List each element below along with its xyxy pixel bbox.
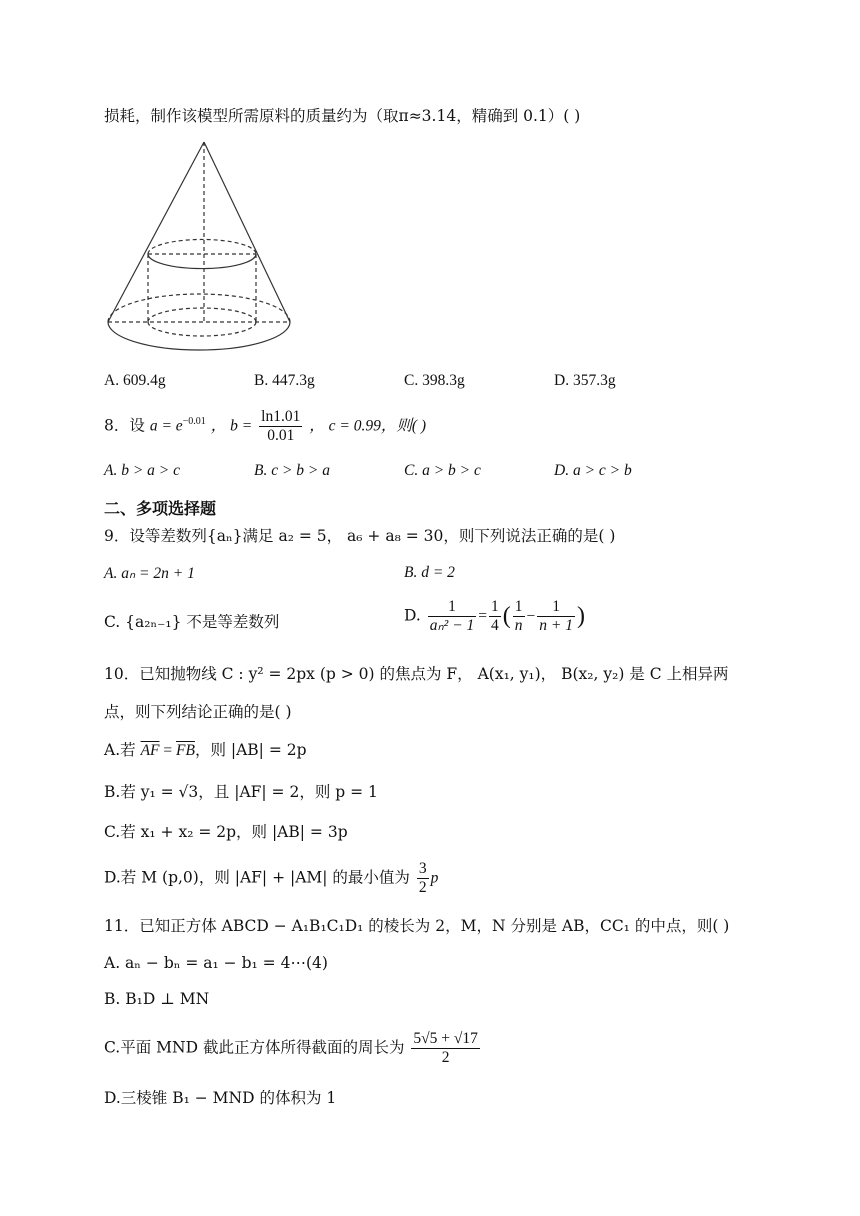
q11-c-fraction [411,1030,480,1067]
q10-a-pre: A.若 [104,741,141,759]
q10-stem-line-1: 10．已知抛物线 C : y² = 2px (p > 0) 的焦点为 F， A(x₁, y₁)， B(x₂, y₂) 是 C 上相异两 [104,665,729,683]
q8-option-d: D. a > c > b [554,462,632,479]
section-heading: 二、多项选择题 [104,499,217,518]
q8-stem-pre: 设 [129,416,145,435]
q9-option-d: D. $\frac{1}{\text{aₙ² − 1}}$ = $\frac{1}{4}$ ( $\frac{1}{n}$ − $\frac{1}{n + 1}$ ) [404,598,586,634]
q8-option-b: B. c > b > a [254,462,331,479]
q10-a-vector-af: $\overline{AF}$ [140,742,160,759]
q8-b-pre: ， b = [210,417,253,435]
q10-option-d [104,860,438,897]
q9-d-quarter [489,598,501,635]
q11-option-d: D.三棱锥 B₁ − MND 的体积为 1 [104,1089,337,1107]
q9-d-inner-1-num: 1 [514,598,523,615]
q10-d-pre: D.若 M (p,0)，则 |AF| + |AM| 的最小值为 [104,868,410,887]
q10-d-num: 3 [418,860,427,877]
q9-option-c: C. {a₂ₙ₋₁} 不是等差数列 [104,613,280,631]
q9-d-equals: = [478,607,488,625]
q8-a-exponent: −0.01 [182,416,206,428]
q9-d-quarter-num: 1 [491,598,499,615]
q7-option-b: B. 447.3g [254,372,315,389]
q8-stem [104,408,426,445]
q10-d-den: 2 [418,878,427,896]
cone-cylinder-figure [100,136,300,364]
q10-option-b: B.若 y₁ = √3，且 |AF| = 2，则 p = 1 [104,783,378,801]
q10-option-a [104,738,307,760]
q9-d-quarter-den: 4 [491,616,499,634]
q10-stem-line-2: 点，则下列结论正确的是( ) [104,703,292,721]
q9-d-inner-2-num: 1 [537,598,575,617]
q9-d-minus: − [526,607,536,625]
q9-d-inner-1-den: n [514,616,523,634]
q9-d-inner-2-den: n + 1 [539,616,574,634]
q10-a-vector-fb: $\overline{FB}$ [176,742,195,759]
q11-option-c [104,1030,482,1067]
q8-c-expr: ， c = 0.99，则( ) [309,417,427,435]
q9-option-d-label: D. [404,606,421,625]
q8-number: 8． [104,416,130,435]
q11-c-pre: C.平面 MND 截此正方体所得截面的周长为 [104,1038,405,1057]
q11-c-num: 5√5 + √17 [413,1030,478,1047]
q10-a-post: ，则 |AB| = 2p [194,741,307,759]
q10-a-eq: = [159,742,176,759]
q8-b-numerator: ln1.01 [261,408,301,425]
q9-d-left-den: aₙ² − 1 [429,616,475,634]
q9-option-b: B. d = 2 [404,564,455,581]
q10-d-post: p [430,869,439,887]
q8-option-a: A. b > a > c [104,462,181,479]
q8-a-expr: a = e [149,417,183,435]
q9-option-a: A. aₙ = 2n + 1 [104,565,195,582]
q8-b-fraction [259,408,302,445]
q7-stem-line: 损耗，制作该模型所需原料的质量约为（取π≈3.14，精确到 0.1）( ) [104,107,581,125]
q9-d-inner-2 [537,598,575,635]
q11-c-den: 2 [441,1048,450,1066]
q10-d-fraction [417,860,429,897]
q7-option-a: A. 609.4g [104,372,166,389]
q8-option-c: C. a > b > c [404,462,481,479]
q9-d-left-num: 1 [428,598,477,617]
q11-option-a: A. aₙ − bₙ = a₁ − b₁ = 4⋯(4) [104,954,328,972]
q9-stem: 9．设等差数列{aₙ}满足 a₂ = 5， a₆ + a₈ = 30，则下列说法正确的是( ) [104,527,616,545]
q7-option-c: C. 398.3g [404,372,465,389]
q8-b-denominator: 0.01 [267,426,295,444]
q7-option-d: D. 357.3g [554,372,616,389]
q10-option-c: C.若 x₁ + x₂ = 2p，则 |AB| = 3p [104,823,348,841]
q11-stem: 11．已知正方体 ABCD − A₁B₁C₁D₁ 的棱长为 2，M，N 分别是 AB，CC₁ 的中点，则( ) [104,917,730,935]
q9-d-inner-1 [513,598,525,635]
q11-option-b: B. B₁D ⊥ MN [104,990,210,1008]
q9-d-left-fraction [428,598,477,635]
